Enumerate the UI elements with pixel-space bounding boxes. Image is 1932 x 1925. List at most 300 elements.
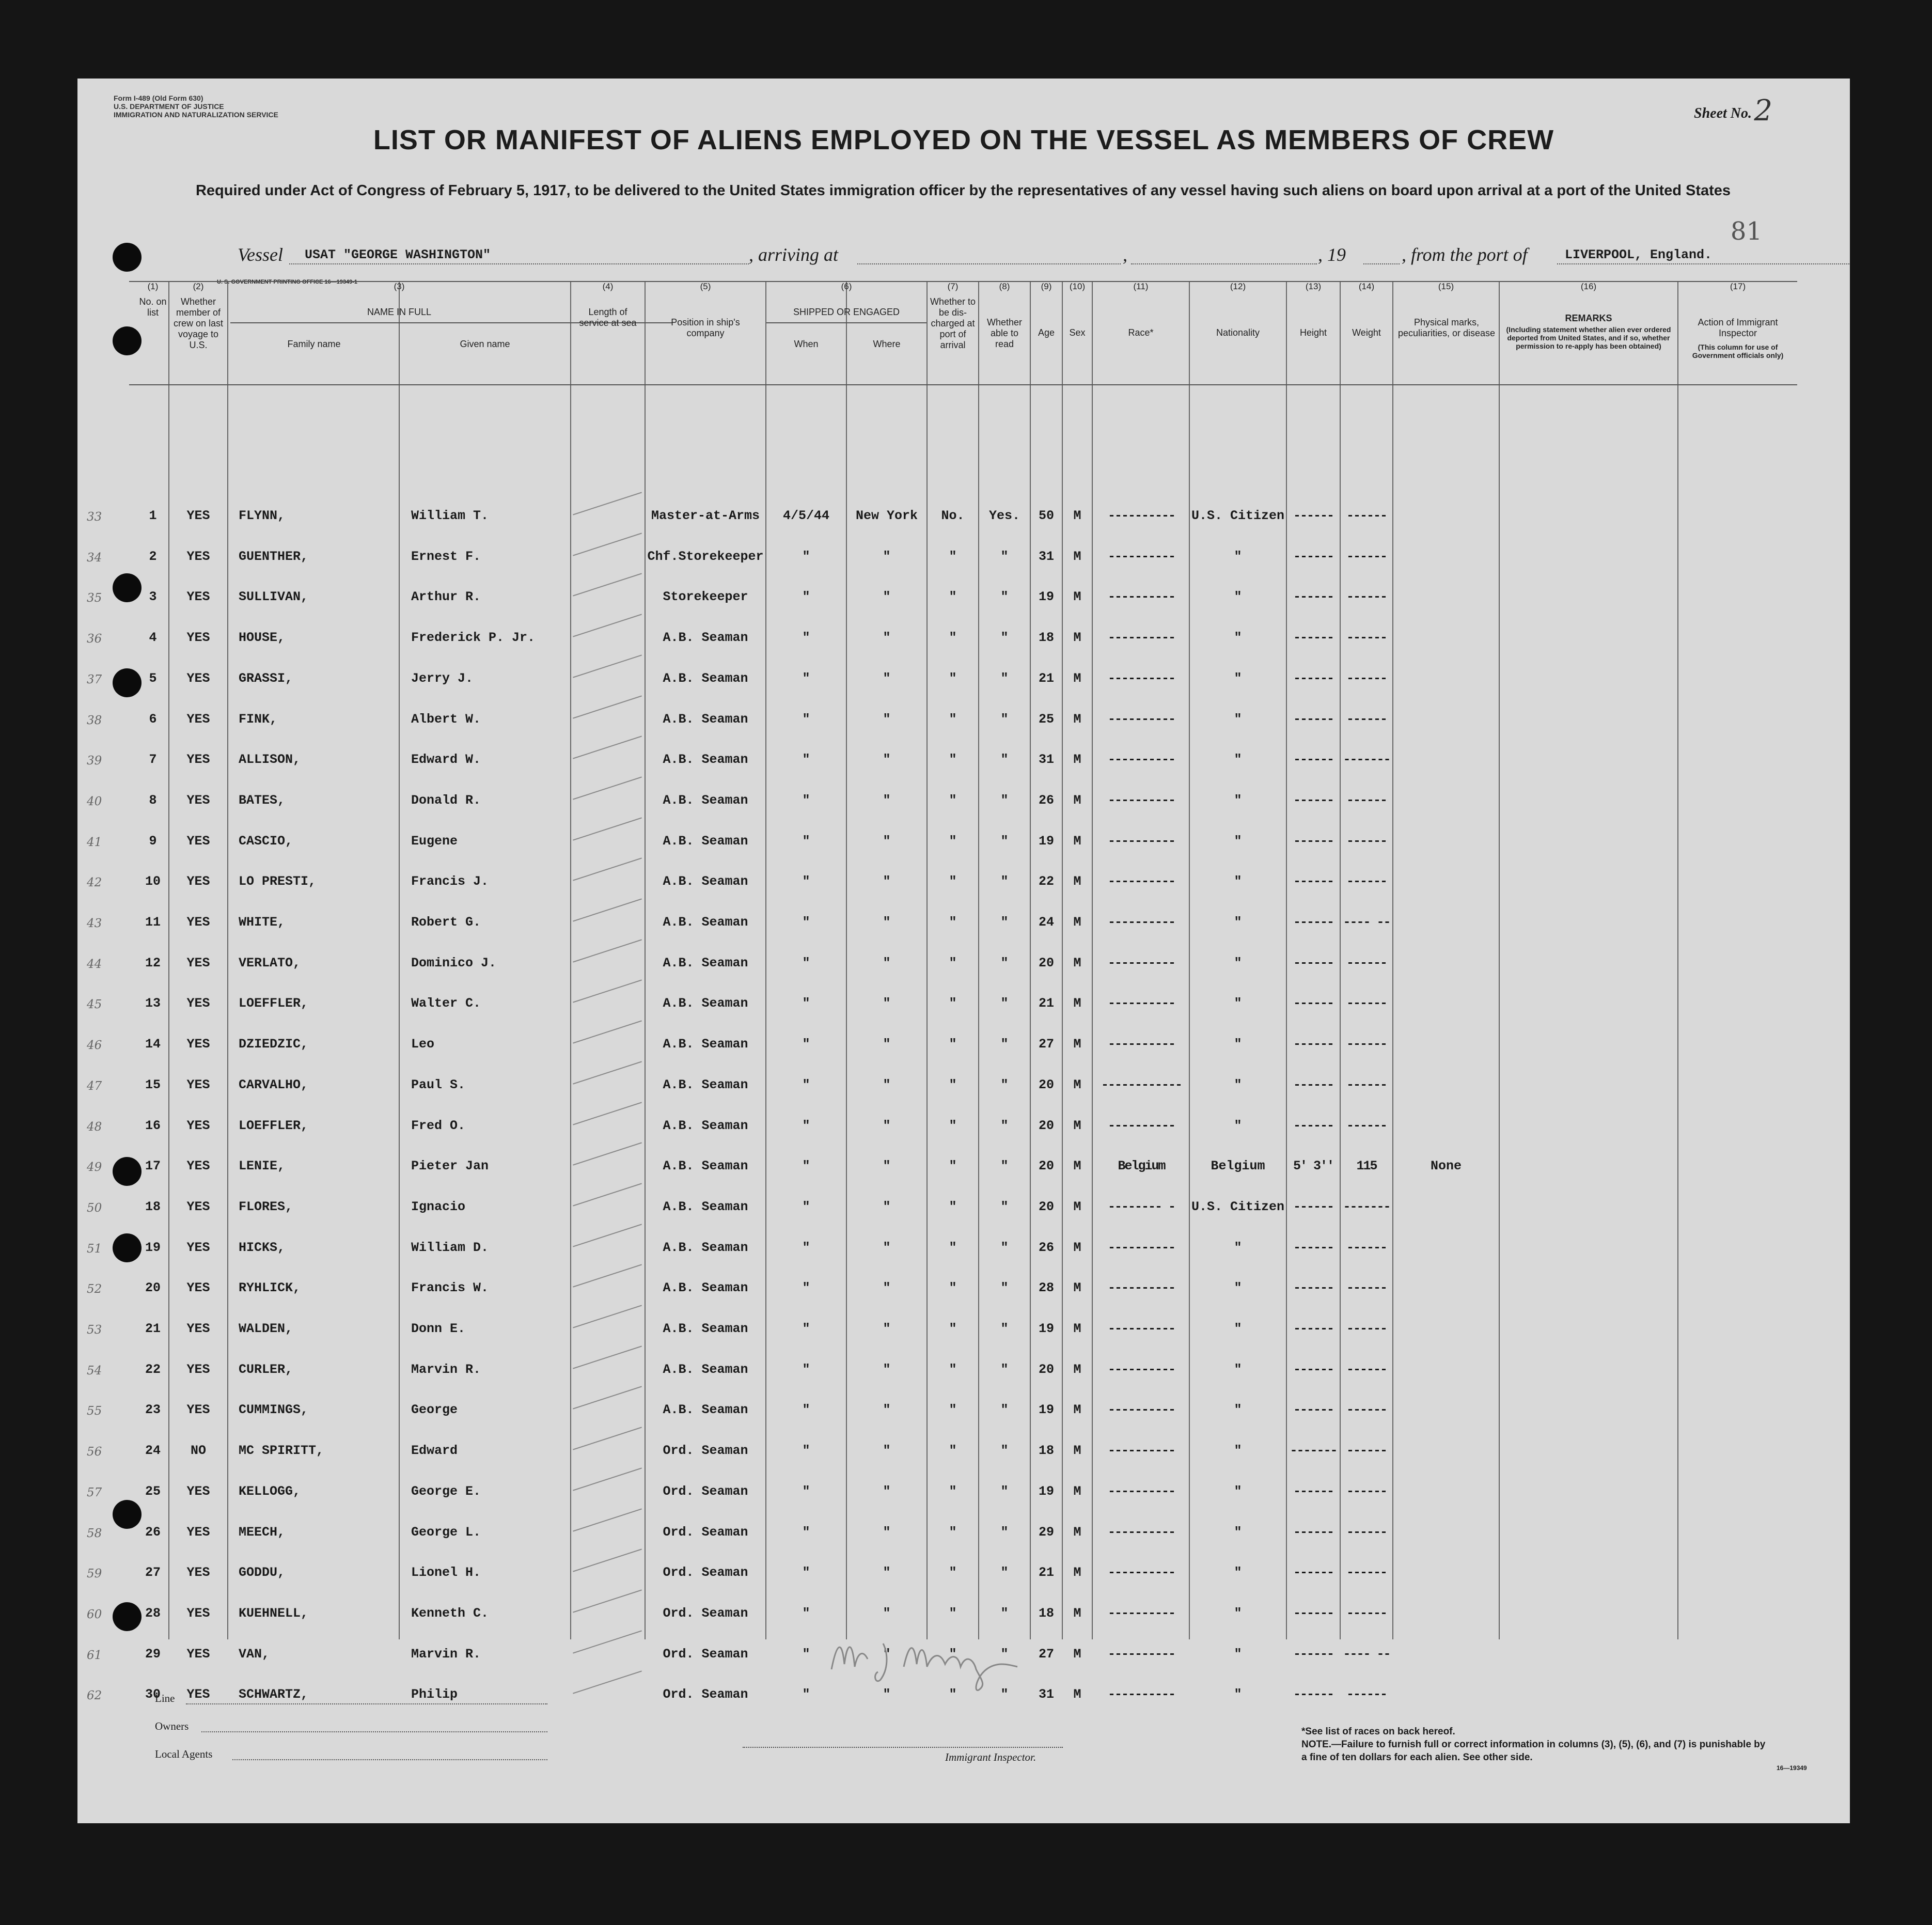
service-length-tick <box>573 695 642 718</box>
cell-no: 4 <box>149 630 157 646</box>
cell-weight: ------ <box>1346 1321 1387 1336</box>
cell-discharged: " <box>949 1280 957 1296</box>
margin-line-number: 55 <box>87 1404 102 1418</box>
cell-prev: YES <box>186 792 210 808</box>
cell-discharged: " <box>949 1321 957 1336</box>
cell-where: " <box>883 955 891 971</box>
col13-number: (13) <box>1305 281 1322 291</box>
margin-line-number: 37 <box>87 672 102 686</box>
cell-read: " <box>1000 1524 1009 1540</box>
service-length-tick <box>573 573 642 597</box>
margin-line-number: 54 <box>87 1364 102 1378</box>
cell-where: " <box>883 1118 891 1133</box>
cell-family: HICKS, <box>239 1240 286 1255</box>
service-length-tick <box>573 492 642 515</box>
cell-prev: YES <box>186 996 210 1011</box>
col15-number: (15) <box>1438 281 1454 291</box>
col9-number: (9) <box>1041 281 1052 291</box>
cell-discharged: " <box>949 1483 957 1499</box>
cell-given: Lionel H. <box>411 1565 481 1580</box>
margin-line-number: 44 <box>87 957 102 971</box>
cell-position: Ord. Seaman <box>663 1483 748 1499</box>
cell-given: George E. <box>411 1483 481 1499</box>
cell-discharged: " <box>949 1240 957 1255</box>
cell-where: " <box>883 833 891 849</box>
cell-weight: ------ <box>1346 1687 1387 1702</box>
inspector-signature <box>821 1623 1048 1698</box>
cell-read: " <box>1000 670 1009 686</box>
cell-height: ------ <box>1293 1605 1333 1621</box>
cell-nationality: " <box>1234 589 1242 605</box>
cell-where: " <box>883 1646 891 1662</box>
cell-sex: M <box>1073 1687 1081 1702</box>
cell-age: 18 <box>1038 630 1054 646</box>
col10-number: (10) <box>1069 281 1086 291</box>
cell-no: 7 <box>149 752 157 768</box>
cell-nationality: " <box>1234 711 1242 727</box>
margin-line-number: 46 <box>87 1039 102 1053</box>
cell-nationality: " <box>1234 874 1242 889</box>
manifest-sheet <box>77 79 1850 1823</box>
cell-height: ------ <box>1293 1240 1333 1255</box>
col16-header-note: (Including statement whether alien ever ordered deported from United States, and if so, whether permission to re-apply has been obtained) <box>1506 325 1671 350</box>
cell-read: " <box>1000 711 1009 727</box>
cell-position: A.B. Seaman <box>663 996 748 1011</box>
cell-race: ---------- <box>1107 1118 1175 1133</box>
cell-discharged: " <box>949 1118 957 1133</box>
col4-number: (4) <box>602 281 614 291</box>
cell-weight: ------ <box>1346 792 1387 808</box>
cell-height: ------ <box>1293 874 1333 889</box>
margin-line-number: 38 <box>87 713 102 727</box>
cell-where: " <box>883 1402 891 1418</box>
cell-prev: YES <box>186 508 210 523</box>
cell-race: ---------- <box>1107 996 1175 1011</box>
cell-family: VAN, <box>239 1646 270 1662</box>
service-name: IMMIGRATION AND NATURALIZATION SERVICE <box>114 111 278 119</box>
cell-when: " <box>802 955 810 971</box>
cell-race: ---------- <box>1107 955 1175 971</box>
cell-given: William T. <box>411 508 489 523</box>
cell-race: ---------- <box>1107 833 1175 849</box>
cell-age: 20 <box>1038 1077 1054 1092</box>
margin-line-number: 40 <box>87 794 102 808</box>
cell-sex: M <box>1073 752 1081 768</box>
margin-line-number: 48 <box>87 1120 102 1134</box>
margin-line-number: 41 <box>87 835 102 849</box>
cell-no: 25 <box>145 1483 161 1499</box>
cell-weight: ------ <box>1346 1524 1387 1540</box>
cell-read: " <box>1000 792 1009 808</box>
cell-height: ------- <box>1290 1443 1337 1459</box>
cell-when: 4/5/44 <box>782 508 829 523</box>
cell-given: Arthur R. <box>411 589 481 605</box>
cell-family: LO PRESTI, <box>239 874 317 889</box>
cell-read: " <box>1000 1443 1009 1459</box>
cell-no: 15 <box>145 1077 161 1092</box>
margin-line-number: 35 <box>87 591 102 605</box>
cell-prev: YES <box>186 1524 210 1540</box>
cell-family: VERLATO, <box>239 955 301 971</box>
cell-age: 29 <box>1038 1524 1054 1540</box>
cell-where: " <box>883 874 891 889</box>
cell-discharged: " <box>949 752 957 768</box>
cell-weight: ------ <box>1346 833 1387 849</box>
cell-where: " <box>883 1240 891 1255</box>
cell-age: 31 <box>1038 752 1054 768</box>
cell-position: A.B. Seaman <box>663 1280 748 1296</box>
cell-age: 20 <box>1038 1159 1054 1174</box>
service-length-tick <box>573 614 642 637</box>
cell-when: " <box>802 1118 810 1133</box>
cell-given: Donn E. <box>411 1321 466 1336</box>
cell-sex: M <box>1073 1524 1081 1540</box>
col14-number: (14) <box>1358 281 1375 291</box>
cell-given: George L. <box>411 1524 481 1540</box>
service-length-tick <box>573 533 642 556</box>
cell-position: A.B. Seaman <box>663 874 748 889</box>
cell-no: 27 <box>145 1565 161 1580</box>
cell-no: 9 <box>149 833 157 849</box>
col11-number: (11) <box>1133 281 1149 291</box>
vessel-name: USAT "GEORGE WASHINGTON" <box>305 247 491 262</box>
cell-nationality: " <box>1234 1565 1242 1580</box>
cell-no: 24 <box>145 1443 161 1459</box>
cell-where: " <box>883 1524 891 1540</box>
cell-sex: M <box>1073 670 1081 686</box>
cell-given: Dominico J. <box>411 955 497 971</box>
col13-header: Height <box>1299 327 1327 338</box>
cell-prev: YES <box>186 589 210 605</box>
cell-height: ------ <box>1293 1118 1333 1133</box>
cell-where: " <box>883 996 891 1011</box>
cell-prev: YES <box>186 955 210 971</box>
cell-position: Ord. Seaman <box>663 1565 748 1580</box>
cell-race: ---------- <box>1107 915 1175 930</box>
col16-header: REMARKS <box>1565 313 1612 323</box>
cell-read: " <box>1000 1483 1009 1499</box>
cell-race: ---------- <box>1107 711 1175 727</box>
cell-when: " <box>802 996 810 1011</box>
cell-position: Ord. Seaman <box>663 1646 748 1662</box>
col2-number: (2) <box>193 281 204 291</box>
cell-family: FLORES, <box>239 1199 293 1214</box>
cell-height: ------ <box>1293 549 1333 564</box>
cell-sex: M <box>1073 508 1081 523</box>
cell-discharged: " <box>949 1159 957 1174</box>
cell-where: " <box>883 711 891 727</box>
col5-header: Position in ship's company <box>671 317 740 338</box>
cell-position: Ord. Seaman <box>663 1524 748 1540</box>
cell-no: 2 <box>149 549 157 564</box>
cell-age: 19 <box>1038 1483 1054 1499</box>
cell-when: " <box>802 1483 810 1499</box>
cell-nationality: " <box>1234 1524 1242 1540</box>
cell-position: Chf.Storekeeper <box>647 549 764 564</box>
cell-discharged: " <box>949 1605 957 1621</box>
cell-family: CASCIO, <box>239 833 293 849</box>
sheet-number-label: Sheet No. <box>1694 105 1752 121</box>
cell-given: Ignacio <box>411 1199 466 1214</box>
cell-race: ---------- <box>1107 1443 1175 1459</box>
col8-header: Whether able to read <box>986 317 1023 349</box>
cell-discharged: " <box>949 1524 957 1540</box>
footer-notes <box>1301 1725 1766 1764</box>
cell-nationality: " <box>1234 1321 1242 1336</box>
margin-line-number: 49 <box>87 1161 102 1175</box>
cell-age: 19 <box>1038 833 1054 849</box>
cell-nationality: " <box>1234 1240 1242 1255</box>
cell-sex: M <box>1073 1402 1081 1418</box>
cell-position: A.B. Seaman <box>663 1361 748 1377</box>
cell-read: " <box>1000 1605 1009 1621</box>
cell-read: " <box>1000 1402 1009 1418</box>
cell-where: New York <box>855 508 918 523</box>
service-length-tick <box>573 1549 642 1572</box>
cell-no: 18 <box>145 1199 161 1214</box>
cell-given: Edward <box>411 1443 458 1459</box>
cell-when: " <box>802 792 810 808</box>
margin-line-number: 58 <box>87 1526 102 1540</box>
cell-given: Francis J. <box>411 874 489 889</box>
cell-sex: M <box>1073 1037 1081 1052</box>
cell-when: " <box>802 915 810 930</box>
cell-height: ------ <box>1293 711 1333 727</box>
cell-read: " <box>1000 1280 1009 1296</box>
cell-weight: ------ <box>1346 589 1387 605</box>
cell-position: Ord. Seaman <box>663 1605 748 1621</box>
cell-weight: ------ <box>1346 1565 1387 1580</box>
service-length-tick <box>573 1671 642 1694</box>
margin-line-number: 50 <box>87 1201 102 1215</box>
cell-given: George <box>411 1402 458 1418</box>
cell-given: Marvin R. <box>411 1646 481 1662</box>
cell-given: Walter C. <box>411 996 481 1011</box>
cell-given: Ernest F. <box>411 549 481 564</box>
cell-given: Marvin R. <box>411 1361 481 1377</box>
cell-prev: YES <box>186 752 210 768</box>
service-length-tick <box>573 1183 642 1206</box>
cell-family: FLYNN, <box>239 508 286 523</box>
cell-when: " <box>802 1402 810 1418</box>
col3-given-name-header: Given name <box>460 339 510 349</box>
cell-weight: ------ <box>1346 1280 1387 1296</box>
cell-race: ---------- <box>1107 1402 1175 1418</box>
margin-line-number: 39 <box>87 754 102 768</box>
cell-height: ------ <box>1293 996 1333 1011</box>
cell-position: A.B. Seaman <box>663 1037 748 1052</box>
cell-nationality: " <box>1234 1646 1242 1662</box>
cell-race: ---------- <box>1107 1321 1175 1336</box>
port-of-departure: LIVERPOOL, England. <box>1565 247 1713 262</box>
arriving-label: , arriving at <box>749 244 839 265</box>
cell-prev: YES <box>186 1321 210 1336</box>
cell-nationality: " <box>1234 670 1242 686</box>
col3-family-name-header: Family name <box>287 339 341 349</box>
cell-nationality: " <box>1234 955 1242 971</box>
service-length-tick <box>573 736 642 759</box>
cell-family: BATES, <box>239 792 286 808</box>
cell-position: A.B. Seaman <box>663 1159 748 1174</box>
service-length-tick <box>573 1345 642 1369</box>
cell-prev: YES <box>186 1483 210 1499</box>
cell-no: 28 <box>145 1605 161 1621</box>
cell-race: ---------- <box>1107 1524 1175 1540</box>
cell-age: 27 <box>1038 1037 1054 1052</box>
cell-family: WALDEN, <box>239 1321 293 1336</box>
margin-line-number: 33 <box>87 510 102 524</box>
cell-given: Albert W. <box>411 711 481 727</box>
year-label: , 19 <box>1318 244 1346 265</box>
service-length-tick <box>573 1589 642 1613</box>
cell-nationality: " <box>1234 630 1242 646</box>
cell-when: " <box>802 1240 810 1255</box>
cell-where: " <box>883 1037 891 1052</box>
cell-when: " <box>802 670 810 686</box>
cell-read: " <box>1000 1361 1009 1377</box>
cell-position: A.B. Seaman <box>663 1402 748 1418</box>
col12-number: (12) <box>1230 281 1246 291</box>
cell-where: " <box>883 1361 891 1377</box>
cell-weight: ------ <box>1346 508 1387 523</box>
cell-family: DZIEDZIC, <box>239 1037 309 1052</box>
cell-prev: YES <box>186 1605 210 1621</box>
cell-age: 25 <box>1038 711 1054 727</box>
col5-number: (5) <box>700 281 711 291</box>
immigrant-inspector-label: Immigrant Inspector. <box>945 1751 1036 1763</box>
cell-nationality: " <box>1234 1077 1242 1092</box>
cell-discharged: " <box>949 874 957 889</box>
cell-age: 26 <box>1038 792 1054 808</box>
cell-prev: YES <box>186 1199 210 1214</box>
service-length-tick <box>573 1061 642 1084</box>
col4-header: Length of service at sea <box>579 307 637 328</box>
cell-prev: YES <box>186 630 210 646</box>
cell-no: 10 <box>145 874 161 889</box>
service-length-tick <box>573 1264 642 1288</box>
cell-age: 20 <box>1038 1361 1054 1377</box>
cell-where: " <box>883 1199 891 1214</box>
cell-read: " <box>1000 1077 1009 1092</box>
cell-position: A.B. Seaman <box>663 1240 748 1255</box>
stamped-number: 81 <box>1730 217 1762 246</box>
service-length-tick <box>573 1508 642 1531</box>
cell-nationality: " <box>1234 1605 1242 1621</box>
cell-height: ------ <box>1293 1321 1333 1336</box>
cell-sex: M <box>1073 996 1081 1011</box>
service-length-tick <box>573 1102 642 1125</box>
cell-no: 29 <box>145 1646 161 1662</box>
cell-given: Francis W. <box>411 1280 489 1296</box>
cell-age: 22 <box>1038 874 1054 889</box>
cell-discharged: " <box>949 1199 957 1214</box>
cell-when: " <box>802 874 810 889</box>
service-length-tick <box>573 1224 642 1247</box>
page-subtitle: Required under Act of Congress of February 5, 1917, to be delivered to the United States immigration officer by the representatives of any vessel having such aliens on board upon arrival at a port of the United States <box>195 182 1731 199</box>
col17-header-note: (This column for use of Government officials only) <box>1692 343 1784 359</box>
cell-prev: YES <box>186 1159 210 1174</box>
cell-weight: ------ <box>1346 1443 1387 1459</box>
form-code: 16—19349 <box>1777 1764 1807 1772</box>
cell-age: 19 <box>1038 589 1054 605</box>
cell-weight: ------ <box>1346 1240 1387 1255</box>
service-length-tick <box>573 858 642 881</box>
cell-no: 6 <box>149 711 157 727</box>
cell-read: Yes. <box>988 508 1020 523</box>
cell-no: 11 <box>145 915 161 930</box>
cell-where: " <box>883 1077 891 1092</box>
cell-weight: ------- <box>1343 1199 1390 1214</box>
cell-race: ---------- <box>1107 1037 1175 1052</box>
cell-height: ------ <box>1293 833 1333 849</box>
cell-nationality: " <box>1234 915 1242 930</box>
cell-family: GUENTHER, <box>239 549 309 564</box>
cell-race: ---------- <box>1107 1565 1175 1580</box>
col6-where-header: Where <box>873 339 901 349</box>
cell-discharged: " <box>949 1646 957 1662</box>
service-length-tick <box>573 817 642 840</box>
margin-line-number: 60 <box>87 1607 102 1621</box>
service-length-tick <box>573 1305 642 1328</box>
col14-header: Weight <box>1352 327 1381 338</box>
printing-office-line: U. S. GOVERNMENT PRINTING OFFICE 16—19349-1 <box>217 279 358 285</box>
cell-prev: YES <box>186 915 210 930</box>
margin-line-number: 56 <box>87 1445 102 1459</box>
cell-height: ------ <box>1293 1280 1333 1296</box>
cell-sex: M <box>1073 1483 1081 1499</box>
service-length-tick <box>573 1427 642 1450</box>
cell-race: ---------- <box>1107 508 1175 523</box>
cell-no: 16 <box>145 1118 161 1133</box>
cell-nationality: " <box>1234 996 1242 1011</box>
cell-nationality: " <box>1234 1402 1242 1418</box>
col15-header: Physical marks, peculiarities, or disease <box>1397 317 1496 338</box>
cell-discharged: " <box>949 1402 957 1418</box>
cell-sex: M <box>1073 1646 1081 1662</box>
cell-age: 19 <box>1038 1402 1054 1418</box>
cell-height: ------ <box>1293 589 1333 605</box>
col6-header: SHIPPED OR ENGAGED <box>793 307 900 317</box>
cell-race: ---------- <box>1107 1240 1175 1255</box>
cell-no: 13 <box>145 996 161 1011</box>
cell-family: CUMMINGS, <box>239 1402 309 1418</box>
cell-position: A.B. Seaman <box>663 670 748 686</box>
cell-family: LOEFFLER, <box>239 1118 309 1133</box>
cell-where: " <box>883 915 891 930</box>
cell-family: KELLOGG, <box>239 1483 301 1499</box>
service-length-tick <box>573 1143 642 1166</box>
col16-number: (16) <box>1580 281 1597 291</box>
cell-when: " <box>802 589 810 605</box>
page-title: LIST OR MANIFEST OF ALIENS EMPLOYED ON THE VESSEL AS MEMBERS OF CREW <box>373 124 1554 155</box>
cell-given: William D. <box>411 1240 489 1255</box>
cell-sex: M <box>1073 630 1081 646</box>
cell-given: Eugene <box>411 833 458 849</box>
col2-header: Whether member of crew on last voyage to U.S. <box>173 296 224 350</box>
cell-sex: M <box>1073 589 1081 605</box>
cell-weight: ------ <box>1346 549 1387 564</box>
cell-where: " <box>883 1687 891 1702</box>
cell-read: " <box>1000 589 1009 605</box>
cell-prev: NO <box>190 1443 206 1459</box>
cell-height: ------ <box>1293 508 1333 523</box>
cell-family: HOUSE, <box>239 630 286 646</box>
cell-discharged: " <box>949 630 957 646</box>
cell-race: ------------ <box>1101 1077 1182 1092</box>
form-number: Form I-489 (Old Form 630) <box>114 94 203 102</box>
cell-when: " <box>802 1361 810 1377</box>
cell-position: A.B. Seaman <box>663 1118 748 1133</box>
